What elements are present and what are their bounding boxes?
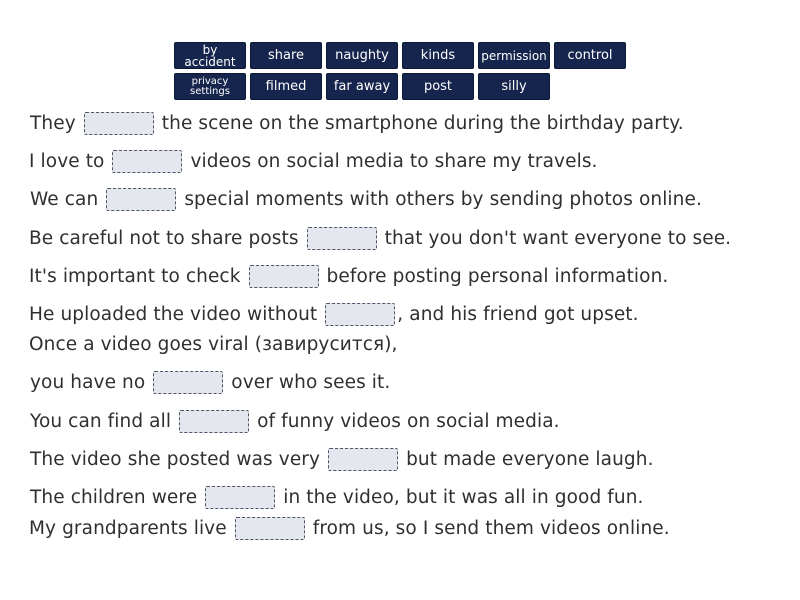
sentence-6 [29, 300, 639, 328]
sentence-text: over who sees it. [231, 371, 391, 393]
word-chip-permission[interactable]: permission [478, 42, 550, 69]
sentence-text: that you don't want everyone to see. [384, 227, 732, 249]
sentence-text: in the video, but it was all in good fun. [283, 486, 644, 508]
sentence-text: but made everyone laugh. [406, 448, 654, 470]
sentence-7 [29, 330, 398, 358]
sentence-2 [29, 147, 598, 175]
word-chip-control[interactable]: control [554, 42, 626, 69]
answer-blank[interactable] [112, 150, 182, 173]
word-chip-post[interactable]: post [402, 73, 474, 100]
answer-blank[interactable] [106, 188, 176, 211]
word-chip-far-away[interactable]: far away [326, 73, 398, 100]
sentence-text: I love to [29, 150, 105, 172]
answer-blank[interactable] [179, 410, 249, 433]
word-chip-kinds[interactable]: kinds [402, 42, 474, 69]
word-chip-by-accident[interactable]: by accident [174, 42, 246, 69]
answer-blank[interactable] [307, 227, 377, 250]
word-chip-filmed[interactable]: filmed [250, 73, 322, 100]
answer-blank[interactable] [84, 112, 154, 135]
answer-blank[interactable] [205, 486, 275, 509]
sentence-11 [30, 483, 644, 511]
answer-blank[interactable] [325, 303, 395, 326]
word-chip-privacy-settings[interactable]: privacy settings [174, 73, 246, 100]
sentence-text: from us, so I send them videos online. [312, 517, 670, 539]
sentence-1 [30, 109, 684, 137]
sentence-text: special moments with others by sending photos online. [184, 188, 702, 210]
sentence-5 [29, 262, 668, 290]
sentence-4 [29, 224, 731, 252]
sentence-text: , and his friend got upset. [397, 303, 639, 325]
answer-blank[interactable] [328, 448, 398, 471]
word-chip-share[interactable]: share [250, 42, 322, 69]
sentence-text: of funny videos on social media. [257, 410, 560, 432]
sentence-text: The children were [30, 486, 198, 508]
answer-blank[interactable] [235, 517, 305, 540]
sentence-text: We can [30, 188, 99, 210]
sentence-text: They [30, 112, 76, 134]
sentence-text: You can find all [30, 410, 172, 432]
word-chip-silly[interactable]: silly [478, 73, 550, 100]
sentence-text: He uploaded the video without [29, 303, 318, 325]
sentence-text: before posting personal information. [326, 265, 669, 287]
sentence-10 [30, 445, 654, 473]
sentence-text: My grandparents live [29, 517, 227, 539]
word-chip-naughty[interactable]: naughty [326, 42, 398, 69]
answer-blank[interactable] [153, 371, 223, 394]
sentence-text: It's important to check [29, 265, 241, 287]
sentence-text: Once a video goes viral (завирусится), [29, 333, 398, 355]
sentence-text: Be careful not to share posts [29, 227, 299, 249]
answer-blank[interactable] [249, 265, 319, 288]
sentence-text: videos on social media to share my travels. [190, 150, 598, 172]
sentence-9 [30, 407, 560, 435]
sentence-12 [29, 514, 670, 542]
sentence-8 [30, 368, 390, 396]
sentence-text: The video she posted was very [30, 448, 321, 470]
sentence-text: you have no [30, 371, 146, 393]
sentence-text: the scene on the smartphone during the birthday party. [161, 112, 684, 134]
sentence-3 [30, 185, 702, 213]
